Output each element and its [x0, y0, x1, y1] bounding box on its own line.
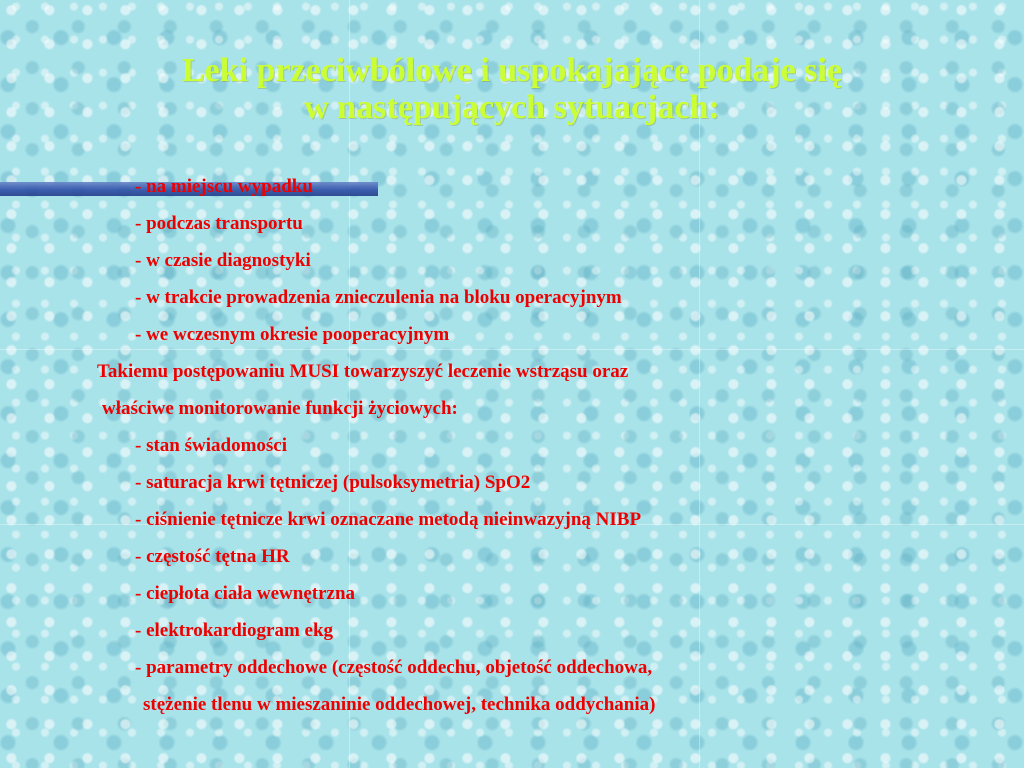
monitoring-item: - saturacja krwi tętniczej (pulsoksymetria) SpO2 [135, 472, 531, 493]
statement-line-2: właściwe monitorowanie funkcji życiowych: [102, 398, 458, 419]
situation-item: - we wczesnym okresie pooperacyjnym [135, 324, 450, 345]
slide-title-line-2: w następujących sytuacjach: [304, 89, 720, 126]
situation-item: - podczas transportu [135, 213, 303, 234]
monitoring-item: - stan świadomości [135, 435, 288, 456]
monitoring-item: - ciśnienie tętnicze krwi oznaczane metodą nieinwazyjną NIBP [135, 509, 642, 530]
slide-title [40, 52, 984, 126]
statement-line-1: Takiemu postępowaniu MUSI towarzyszyć leczenie wstrząsu oraz [97, 361, 629, 382]
monitoring-item: - parametry oddechowe (częstość oddechu, objetość oddechowa, [135, 657, 653, 678]
situation-item: - w trakcie prowadzenia znieczulenia na bloku operacyjnym [135, 287, 622, 308]
slide-title-line-1: Leki przeciwbólowe i uspokajające podaje się [181, 52, 843, 89]
monitoring-item-continuation: stężenie tlenu w mieszaninie oddechowej, technika oddychania) [143, 694, 656, 715]
monitoring-item: - ciepłota ciała wewnętrzna [135, 583, 356, 604]
situation-item: - na miejscu wypadku [135, 176, 313, 197]
situation-item: - w czasie diagnostyki [135, 250, 311, 271]
monitoring-item: - elektrokardiogram ekg [135, 620, 334, 641]
monitoring-item: - częstość tętna HR [135, 546, 290, 567]
background-gridline [0, 349, 1024, 350]
